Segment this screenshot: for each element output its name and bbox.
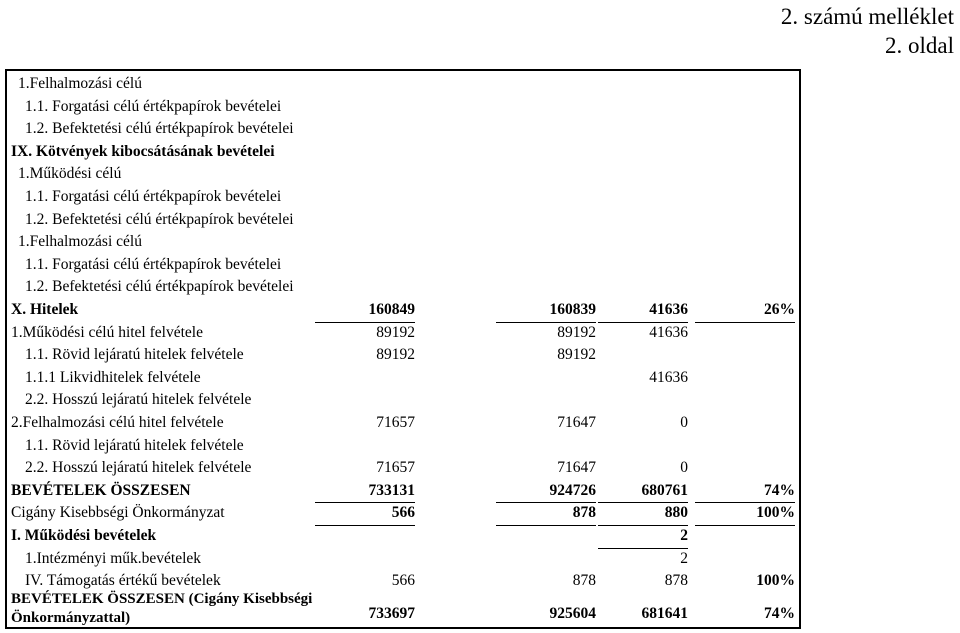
row-label: X. Hitelek xyxy=(11,301,79,318)
row-value-col1: 89192 xyxy=(376,346,415,364)
row-value-col1: 160849 xyxy=(315,299,415,323)
row-value-col3: 2 xyxy=(598,525,688,549)
table-row xyxy=(7,186,799,209)
row-value-col1: 71657 xyxy=(376,459,415,477)
row-label: 1.Felhalmozási célú xyxy=(18,75,142,92)
table-row xyxy=(7,209,799,232)
table-row xyxy=(7,322,799,345)
table-row xyxy=(7,502,799,525)
row-value-col2: 89192 xyxy=(557,346,596,364)
grand-total-value-col2: 925604 xyxy=(549,604,596,622)
row-value-col4: 100% xyxy=(756,572,795,590)
row-value-col2: 160839 xyxy=(496,299,596,323)
grand-total-value-col3: 681641 xyxy=(641,604,688,622)
row-label: 1.2. Befektetési célú értékpapírok bevételei xyxy=(25,278,294,296)
row-value-col1: 733131 xyxy=(315,480,415,504)
table-row xyxy=(7,457,799,480)
row-value-col3: 680761 xyxy=(598,480,688,504)
grand-total-value-col1: 733697 xyxy=(368,604,415,622)
row-label: 1.1.1 Likvidhitelek felvétele xyxy=(25,368,201,386)
row-value-col2: 878 xyxy=(496,502,596,526)
table-row xyxy=(7,141,799,164)
row-value-col2: 878 xyxy=(572,572,596,590)
row-value-col4: 74% xyxy=(695,480,795,504)
row-label: 1.Intézményi műk.bevételek xyxy=(25,549,202,567)
page-number: 2. oldal xyxy=(885,33,954,58)
table-row xyxy=(7,525,799,548)
table-row xyxy=(7,367,799,390)
row-label: 1.1. Forgatási célú értékpapírok bevételei xyxy=(25,188,282,205)
row-value-col3: 41636 xyxy=(598,299,688,323)
row-label: 1.1. Forgatási célú értékpapírok bevételei xyxy=(25,255,282,273)
table-row xyxy=(7,412,799,435)
row-value-col4: 26% xyxy=(695,299,795,323)
row-value-col2: 89192 xyxy=(557,323,596,341)
row-label: 2.Felhalmozási célú hitel felvétele xyxy=(11,414,224,431)
table-row xyxy=(7,163,799,186)
table-row xyxy=(7,118,799,141)
page-header xyxy=(781,2,954,60)
table-row xyxy=(7,389,799,412)
row-value-col4: 100% xyxy=(695,502,795,526)
row-label: BEVÉTELEK ÖSSZESEN xyxy=(11,481,191,499)
row-label: IX. Kötvények kibocsátásának bevételei xyxy=(11,142,275,160)
row-label: 2.2. Hosszú lejáratú hitelek felvétele xyxy=(25,459,252,477)
table-row xyxy=(7,548,799,571)
row-value-col1: 566 xyxy=(391,572,415,590)
revenue-table xyxy=(5,69,801,629)
row-label: Cigány Kisebbségi Önkormányzat xyxy=(11,504,225,522)
row-label: 1.2. Befektetési célú értékpapírok bevételei xyxy=(25,120,294,138)
row-value-col3: 41636 xyxy=(649,368,688,386)
table-row xyxy=(7,276,799,299)
grand-total-row xyxy=(7,590,799,633)
row-label: 1.2. Befektetési célú értékpapírok bevételei xyxy=(25,210,294,228)
row-label: 2.2. Hosszú lejáratú hitelek felvétele xyxy=(25,391,252,409)
row-value-col2: 924726 xyxy=(496,480,596,504)
row-label: 1.Működési célú hitel felvétele xyxy=(11,323,203,341)
row-value-col1: 89192 xyxy=(376,323,415,341)
row-value-col2: 71647 xyxy=(557,459,596,477)
grand-total-label: BEVÉTELEK ÖSSZESEN (Cigány Kisebbségi Önkormányzattal) xyxy=(11,590,313,626)
table-row xyxy=(7,480,799,503)
row-value-col3: 878 xyxy=(664,572,688,590)
row-value-col3: 0 xyxy=(680,459,688,477)
table-row xyxy=(7,299,799,322)
row-label: 1.1. Forgatási célú értékpapírok bevételei xyxy=(25,97,282,115)
row-value-col3: 2 xyxy=(680,549,688,567)
grand-total-value-col4: 74% xyxy=(764,604,795,622)
row-label: IV. Támogatás értékű bevételek xyxy=(25,572,221,590)
row-label: 1.1. Rövid lejáratú hitelek felvétele xyxy=(25,436,244,454)
row-label: 1.Működési célú xyxy=(18,165,122,183)
row-value-col3: 41636 xyxy=(649,323,688,341)
table-row xyxy=(7,435,799,458)
row-value-col1: 566 xyxy=(315,502,415,526)
row-label: I. Működési bevételek xyxy=(11,527,157,544)
annex-label: 2. számú melléklet xyxy=(780,4,954,29)
table-row xyxy=(7,254,799,277)
row-label: 1.1. Rövid lejáratú hitelek felvétele xyxy=(25,346,244,364)
table-row xyxy=(7,73,799,96)
table-row xyxy=(7,96,799,119)
table-row xyxy=(7,344,799,367)
row-label: 1.Felhalmozási célú xyxy=(18,233,142,251)
row-value-col3: 880 xyxy=(598,502,688,526)
row-value-col3: 0 xyxy=(680,414,688,431)
row-value-col2: 71647 xyxy=(557,414,596,431)
row-value-col1: 71657 xyxy=(376,414,415,431)
table-row xyxy=(7,231,799,254)
